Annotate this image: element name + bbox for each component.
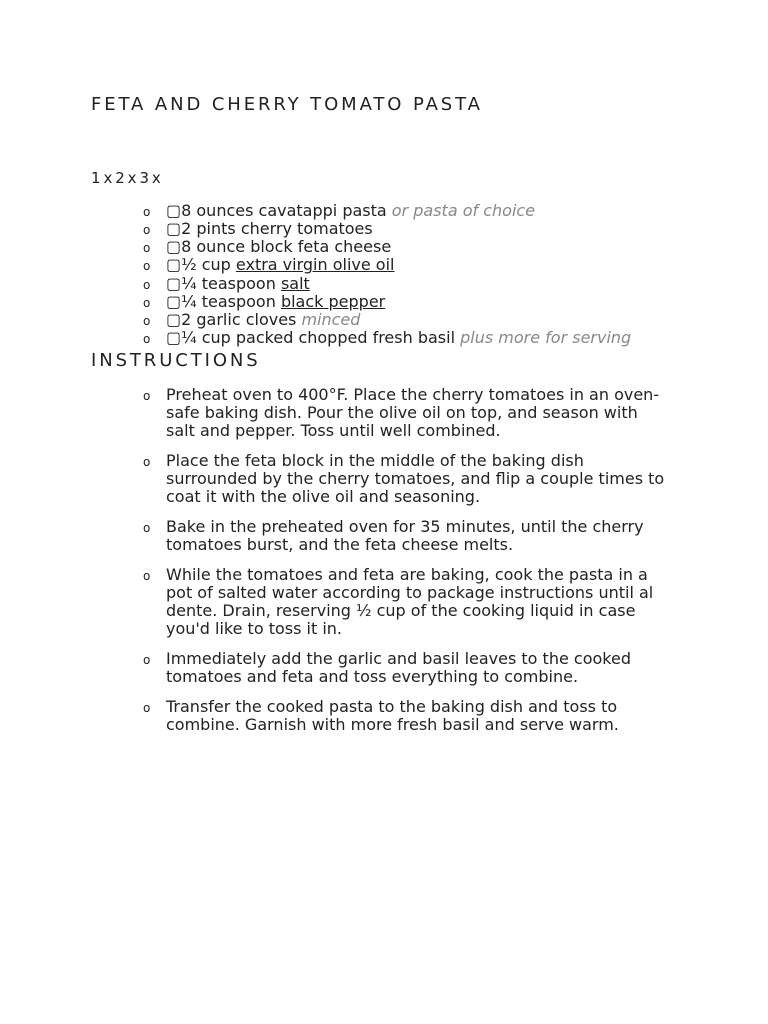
instruction-text-line: o Bake in the preheated oven for 35 minutes, until the cherry (143, 517, 644, 536)
ingredient-text: 2 pints cherry tomatoes (181, 219, 373, 239)
servings-2x-button[interactable]: 2x (115, 169, 140, 187)
instruction-text-line: o Transfer the cooked pasta to the baking dish and toss to (143, 697, 618, 716)
ingredient-item (143, 309, 631, 329)
checkbox-icon[interactable]: ▢ (166, 327, 182, 347)
instruction-text-line: coat it with the olive oil and seasoning. (166, 487, 481, 506)
bullet-marker: o (143, 331, 151, 346)
instruction-text-line: o While the tomatoes and feta are baking, cook the pasta in a (143, 565, 648, 584)
instructions-list (143, 385, 665, 746)
bullet-marker: o (143, 389, 151, 403)
recipe-title: FETA AND CHERRY TOMATO PASTA (91, 94, 483, 115)
ingredients-list (143, 201, 632, 347)
bullet-marker: o (143, 277, 151, 292)
ingredient-text: 8 ounces cavatappi pasta (181, 201, 387, 220)
ingredient-link[interactable]: extra virgin olive oil (235, 255, 395, 275)
instruction-step (143, 451, 665, 506)
instruction-text-line: o Preheat oven to 400°F. Place the cherry tomatoes in an oven- (143, 385, 660, 404)
bullet-marker: o (143, 205, 151, 219)
bullet-marker: o (143, 521, 151, 535)
checkbox-icon[interactable]: ▢ (166, 237, 182, 257)
servings-multiplier (91, 169, 164, 187)
ingredient-item (143, 327, 632, 347)
instruction-text-line: safe baking dish. Pour the olive oil on top, and season with (166, 403, 638, 422)
checkbox-icon[interactable]: ▢ (166, 201, 182, 220)
ingredient-item (143, 237, 631, 257)
instruction-text-line: salt and pepper. Toss until well combined. (166, 421, 501, 440)
bullet-marker: o (143, 701, 151, 715)
ingredient-text: 2 garlic cloves (181, 309, 297, 329)
bullet-marker: o (143, 653, 151, 667)
ingredient-text: ½ cup (181, 255, 231, 275)
ingredient-link[interactable]: black pepper (280, 291, 386, 311)
ingredient-text: 8 ounce block feta cheese (181, 237, 392, 257)
bullet-marker: o (143, 569, 151, 583)
ingredient-item (143, 273, 631, 293)
checkbox-icon[interactable]: ▢ (166, 273, 182, 293)
checkbox-icon[interactable]: ▢ (166, 219, 182, 239)
ingredient-note: or pasta of choice (391, 201, 536, 220)
instruction-text-line: pot of salted water according to package instructions until al (166, 583, 654, 602)
bullet-marker: o (143, 295, 151, 310)
instruction-text-line: tomatoes burst, and the feta cheese melts. (166, 535, 514, 554)
bullet-marker: o (143, 241, 151, 256)
bullet-marker: o (143, 223, 151, 238)
servings-1x-button[interactable]: 1x (91, 169, 116, 187)
bullet-marker: o (143, 455, 151, 469)
instruction-text-line: you'd like to toss it in. (166, 619, 342, 638)
ingredient-text: ¼ teaspoon (181, 291, 276, 311)
ingredient-item (143, 291, 631, 311)
checkbox-icon[interactable]: ▢ (166, 255, 182, 275)
checkbox-icon[interactable]: ▢ (166, 291, 182, 311)
ingredient-item (143, 201, 631, 220)
checkbox-icon[interactable]: ▢ (166, 309, 182, 329)
instruction-text-line: surrounded by the cherry tomatoes, and flip a couple times to (166, 469, 665, 488)
ingredient-link[interactable]: salt (280, 273, 310, 293)
instruction-step (143, 649, 664, 686)
ingredient-text: ¼ cup packed chopped fresh basil (181, 327, 456, 347)
bullet-marker: o (143, 313, 151, 328)
instructions-heading: INSTRUCTIONS (91, 350, 261, 371)
ingredient-text: ¼ teaspoon (181, 273, 276, 293)
instruction-text-line: tomatoes and feta and toss everything to combine. (166, 667, 579, 686)
bullet-marker: o (143, 259, 151, 274)
instruction-text-line: o Immediately add the garlic and basil leaves to the cooked (143, 649, 631, 668)
instruction-text-line: combine. Garnish with more fresh basil and serve warm. (166, 715, 619, 734)
ingredient-item (143, 219, 631, 239)
instruction-text-line: o Place the feta block in the middle of the baking dish (143, 451, 584, 470)
servings-3x-button[interactable]: 3x (139, 169, 164, 187)
ingredient-item (143, 255, 631, 275)
ingredient-note: plus more for serving (460, 327, 632, 347)
ingredient-note: minced (301, 309, 361, 329)
instruction-step (143, 517, 664, 554)
instruction-text-line: dente. Drain, reserving ½ cup of the cooking liquid in case (166, 601, 636, 620)
instruction-step (143, 565, 664, 638)
instruction-step (143, 697, 664, 734)
instruction-step (143, 385, 664, 440)
